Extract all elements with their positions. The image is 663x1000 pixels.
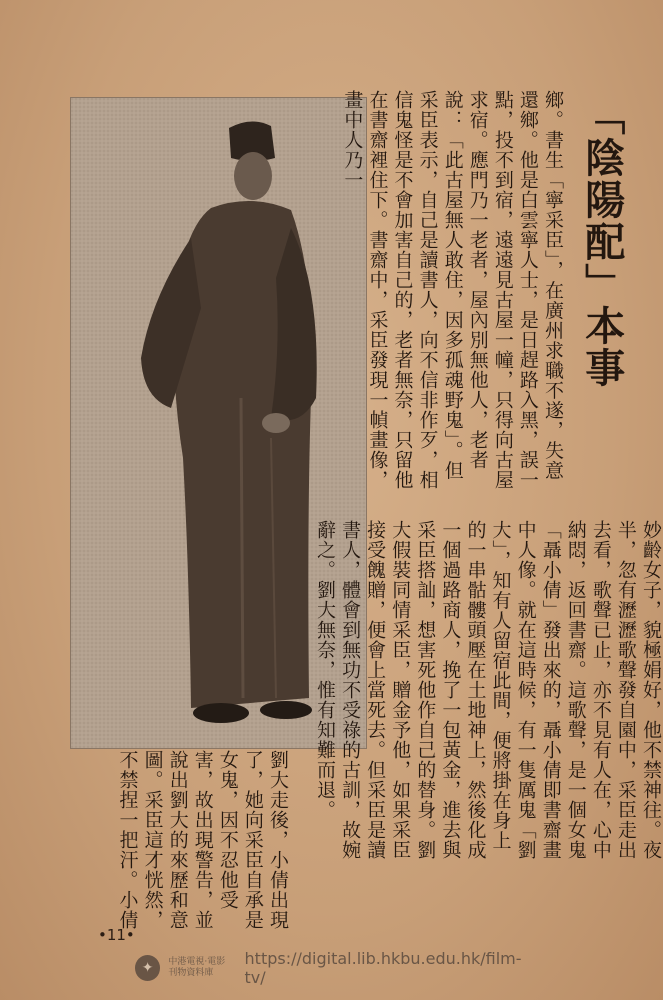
paragraph-upper: 鄉。書生「寧采臣」，在廣州求職不遂，失意還鄉。他是白雲寧人士，是日趕路入黑，誤一點，投不到宿，遠遠見古屋一幢，只得向古屋求宿。應門乃一老者，屋內別無他人，老者說：「此古屋無人敢住，因多孤魂野鬼」。但采臣表示，自己是讀書人，向不信非作歹，相信鬼怪是不會加害自己的，老者無奈，只留他在書齋裡住下。書齋中，采臣發現一幀畫像，畫中人乃一 — [341, 90, 564, 490]
article-title: 「陰陽配」本事 — [578, 95, 626, 389]
page-number: •11• — [98, 926, 135, 944]
library-logo-icon: ✦ — [135, 955, 160, 981]
paragraph-lower-left: 劉大走後，小倩出現了，她向采臣自承是女鬼，因不忍他受害，故出現警告，並說出劉大的來歷和意圖。采臣這才恍然，不禁捏一把汗。小倩 — [116, 750, 289, 930]
paragraph-lower-right: 妙齡女子，貌極娟好，他不禁神往。夜半，忽有瀝瀝歌聲發自園中，采臣走出去看，歌聲已止，亦不見有人在，心中納悶，返回書齋。這歌聲，是一個女鬼「聶小倩」發出來的，聶小倩即書齋畫中人像。就在這時候，有一隻厲鬼「劉大」，知有人留宿此間，便將掛在身上的一串骷髏頭壓在土地神上，然後化成一個過路商人，挽了一包黃金，進去與采臣搭訕，想害死他作自己的替身。劉大假裝同情采臣，贈金予他，如果采臣接受餽贈，便會上當死去。但采臣是讀書人，體會到無功不受祿的古訓，故婉辭之。劉大無奈，惟有知難而退。 — [313, 520, 662, 860]
watermark-org: 中港電視‧電影 刊物資料庫 — [168, 957, 226, 978]
watermark-url[interactable]: https://digital.lib.hkbu.edu.hk/film-tv/ — [244, 949, 522, 987]
library-watermark — [135, 950, 535, 986]
